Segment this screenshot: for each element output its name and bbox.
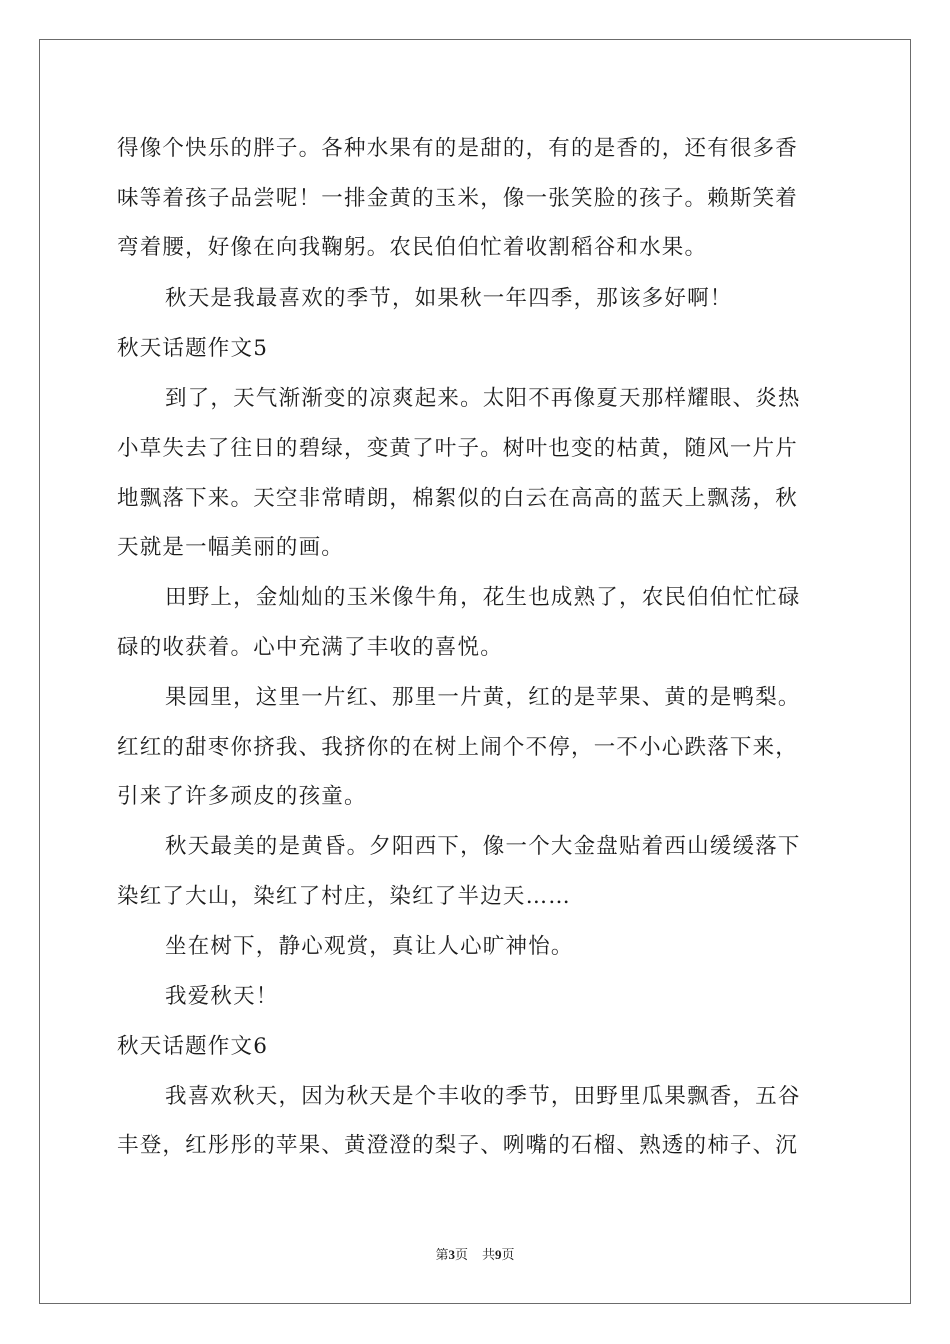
- text-line: 丰登，红彤彤的苹果、黄澄澄的梨子、咧嘴的石榴、熟透的柿子、沉: [117, 1133, 799, 1158]
- page-total: 9: [495, 1247, 502, 1262]
- paragraph-line: 秋天最美的是黄昏。夕阳西下，像一个大金盘贴着西山缓缓落下: [165, 834, 801, 859]
- page-footer: [0, 1246, 950, 1265]
- text-line: 味等着孩子品尝呢！一排金黄的玉米，像一张笑脸的孩子。赖斯笑着: [117, 186, 799, 211]
- total-suffix: 页: [501, 1248, 515, 1263]
- section-heading: 秋天话题作文5: [117, 336, 269, 361]
- paragraph-line: 果园里，这里一片红、那里一片黄，红的是苹果、黄的是鸭梨。: [165, 685, 801, 710]
- text-line: 红红的甜枣你挤我、我挤你的在树上闹个不停，一不小心跌落下来，: [117, 735, 799, 760]
- paragraph-line: 我喜欢秋天，因为秋天是个丰收的季节，田野里瓜果飘香，五谷: [165, 1084, 801, 1109]
- text-line: 地飘落下来。天空非常晴朗，棉絮似的白云在高高的蓝天上飘荡，秋: [117, 486, 799, 511]
- section-heading: 秋天话题作文6: [117, 1034, 269, 1059]
- paragraph-line: 田野上，金灿灿的玉米像牛角，花生也成熟了，农民伯伯忙忙碌: [165, 585, 801, 610]
- paragraph-line: 坐在树下，静心观赏，真让人心旷神怡。: [165, 934, 574, 959]
- paragraph-line: 到了，天气渐渐变的凉爽起来。太阳不再像夏天那样耀眼、炎热: [165, 386, 801, 411]
- page-prefix: 第: [435, 1248, 449, 1263]
- page-current: 3: [448, 1247, 455, 1262]
- total-prefix: 共: [482, 1248, 496, 1263]
- text-line: 碌的收获着。心中充满了丰收的喜悦。: [117, 635, 503, 660]
- text-line: 小草失去了往日的碧绿，变黄了叶子。树叶也变的枯黄，随风一片片: [117, 436, 799, 461]
- paragraph-line: 我爱秋天！: [165, 984, 279, 1009]
- text-line: 得像个快乐的胖子。各种水果有的是甜的，有的是香的，还有很多香: [117, 136, 799, 161]
- page-border: [39, 39, 911, 1304]
- paragraph-line: 秋天是我最喜欢的季节，如果秋一年四季，那该多好啊！: [165, 286, 733, 311]
- text-line: 弯着腰，好像在向我鞠躬。农民伯伯忙着收割稻谷和水果。: [117, 235, 708, 260]
- text-line: 染红了大山，染红了村庄，染红了半边天……: [117, 884, 572, 909]
- page-suffix: 页: [454, 1248, 468, 1263]
- text-line: 天就是一幅美丽的画。: [117, 535, 345, 560]
- text-line: 引来了许多顽皮的孩童。: [117, 784, 367, 809]
